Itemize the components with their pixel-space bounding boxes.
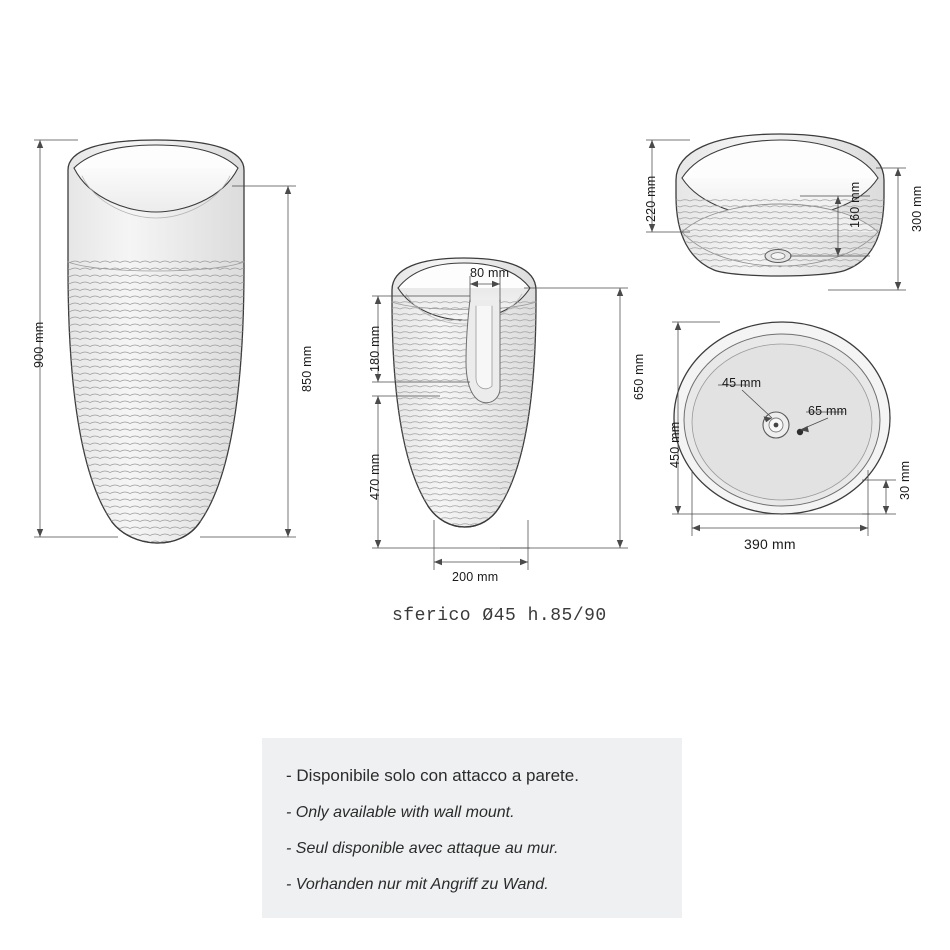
view-front-elevation-large bbox=[60, 140, 260, 558]
dimension-label-450mm: 450 mm bbox=[668, 421, 682, 468]
dimension-label-220mm: 220 mm bbox=[644, 175, 658, 222]
dimension-label-850mm: 850 mm bbox=[300, 345, 314, 392]
note-line-italian: - Disponibile solo con attacco a parete. bbox=[286, 766, 579, 785]
note-line-german: - Vorhanden nur mit Angriff zu Wand. bbox=[286, 876, 549, 893]
dimension-label-80mm: 80 mm bbox=[470, 266, 510, 280]
dimension-label-900mm: 900 mm bbox=[32, 321, 46, 368]
note-line-french: - Seul disponible avec attaque au mur. bbox=[286, 840, 559, 857]
availability-note-box bbox=[262, 738, 682, 918]
dimension-label-30mm: 30 mm bbox=[898, 460, 912, 500]
note-line-english: - Only available with wall mount. bbox=[286, 804, 515, 821]
dimension-label-45mm: 45 mm bbox=[722, 376, 762, 390]
dimension-label-65mm: 65 mm bbox=[808, 404, 848, 418]
dimension-label-160mm: 160 mm bbox=[848, 181, 862, 228]
drawing-caption: sferico Ø45 h.85/90 bbox=[392, 606, 607, 626]
view-front-elevation-small bbox=[386, 258, 546, 560]
dimension-label-650mm: 650 mm bbox=[632, 353, 646, 400]
dimension-label-470mm: 470 mm bbox=[368, 453, 382, 500]
dimension-label-300mm: 300 mm bbox=[910, 185, 924, 232]
view-top-plan bbox=[674, 322, 890, 514]
dimension-label-200mm: 200 mm bbox=[452, 570, 499, 584]
dimension-label-180mm: 180 mm bbox=[368, 325, 382, 372]
dimension-label-390mm: 390 mm bbox=[744, 536, 796, 552]
